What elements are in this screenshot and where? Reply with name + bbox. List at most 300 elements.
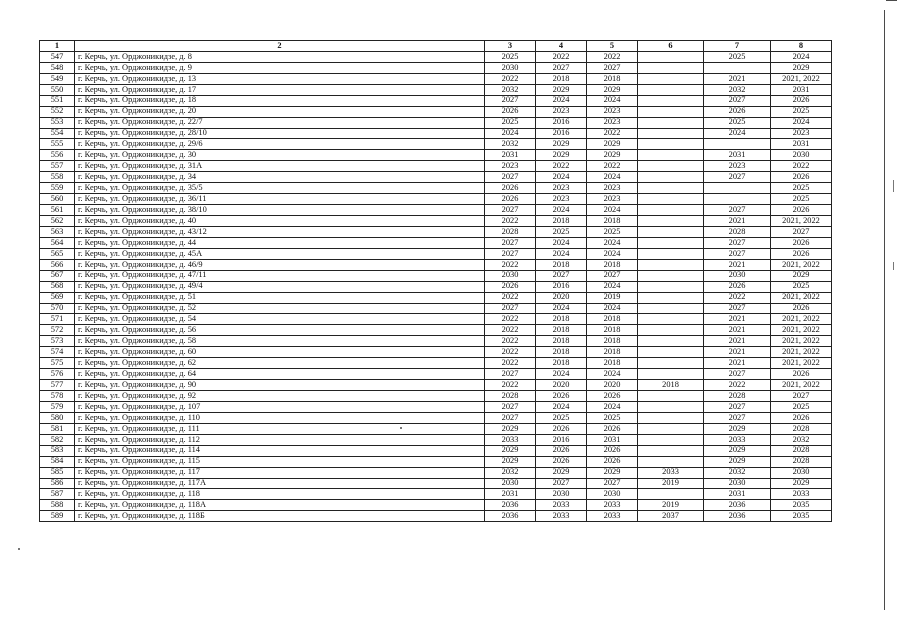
table-row	[40, 226, 832, 237]
year-cell: 2018	[587, 216, 638, 227]
year-cell	[638, 194, 704, 205]
years-cell: 2028	[771, 456, 832, 467]
year-cell: 2031	[704, 150, 771, 161]
address-cell: г. Керчь, ул. Орджоникидзе, д. 38/10	[75, 205, 485, 216]
year-cell: 2023	[485, 161, 536, 172]
year-cell: 2026	[485, 183, 536, 194]
row-number-cell: 576	[40, 369, 75, 380]
years-cell: 2035	[771, 500, 832, 511]
year-cell	[638, 358, 704, 369]
row-number-cell: 589	[40, 511, 75, 522]
page-edge-corner	[886, 0, 897, 1]
year-cell: 2018	[536, 259, 587, 270]
year-cell: 2024	[587, 369, 638, 380]
row-number-cell: 557	[40, 161, 75, 172]
registry-table	[39, 40, 832, 522]
year-cell: 2023	[536, 194, 587, 205]
years-cell: 2029	[771, 62, 832, 73]
year-cell: 2036	[704, 500, 771, 511]
address-cell: г. Керчь, ул. Орджоникидзе, д. 118А	[75, 500, 485, 511]
address-cell: г. Керчь, ул. Орджоникидзе, д. 36/11	[75, 194, 485, 205]
year-cell: 2029	[704, 445, 771, 456]
year-cell: 2037	[638, 511, 704, 522]
year-cell: 2022	[485, 292, 536, 303]
year-cell: 2021	[704, 216, 771, 227]
address-cell: г. Керчь, ул. Орджоникидзе, д. 35/5	[75, 183, 485, 194]
year-cell: 2024	[587, 205, 638, 216]
address-cell: г. Керчь, ул. Орджоникидзе, д. 40	[75, 216, 485, 227]
year-cell: 2036	[704, 511, 771, 522]
year-cell: 2027	[704, 401, 771, 412]
year-cell: 2029	[704, 423, 771, 434]
address-cell: г. Керчь, ул. Орджоникидзе, д. 18	[75, 95, 485, 106]
years-cell: 2021, 2022	[771, 216, 832, 227]
address-cell: г. Керчь, ул. Орджоникидзе, д. 92	[75, 391, 485, 402]
row-number-cell: 568	[40, 281, 75, 292]
year-cell: 2033	[704, 434, 771, 445]
year-cell: 2028	[704, 391, 771, 402]
address-cell: г. Керчь, ул. Орджоникидзе, д. 118	[75, 489, 485, 500]
years-cell: 2035	[771, 511, 832, 522]
year-cell: 2018	[536, 347, 587, 358]
table-row	[40, 478, 832, 489]
address-cell: г. Керчь, ул. Орджоникидзе, д. 58	[75, 336, 485, 347]
table-row	[40, 292, 832, 303]
address-cell: г. Керчь, ул. Орджоникидзе, д. 30	[75, 150, 485, 161]
year-cell: 2027	[485, 412, 536, 423]
year-cell: 2024	[587, 303, 638, 314]
year-cell: 2033	[485, 434, 536, 445]
table-row	[40, 347, 832, 358]
years-cell: 2027	[771, 391, 832, 402]
table-row	[40, 391, 832, 402]
year-cell: 2024	[587, 401, 638, 412]
years-cell: 2026	[771, 95, 832, 106]
year-cell: 2020	[536, 292, 587, 303]
years-cell: 2021, 2022	[771, 325, 832, 336]
year-cell: 2023	[587, 117, 638, 128]
address-cell: г. Керчь, ул. Орджоникидзе, д. 112	[75, 434, 485, 445]
year-cell: 2024	[536, 205, 587, 216]
year-cell: 2024	[536, 369, 587, 380]
year-cell: 2027	[485, 303, 536, 314]
scan-speck	[18, 548, 20, 550]
year-cell: 2022	[485, 325, 536, 336]
years-cell: 2021, 2022	[771, 73, 832, 84]
year-cell	[638, 172, 704, 183]
row-number-cell: 552	[40, 106, 75, 117]
year-cell: 2024	[536, 248, 587, 259]
address-cell: г. Керчь, ул. Орджоникидзе, д. 22/7	[75, 117, 485, 128]
years-cell: 2021, 2022	[771, 314, 832, 325]
row-number-cell: 579	[40, 401, 75, 412]
year-cell: 2029	[485, 423, 536, 434]
row-number-cell: 550	[40, 84, 75, 95]
year-cell: 2029	[587, 467, 638, 478]
row-number-cell: 583	[40, 445, 75, 456]
years-cell: 2028	[771, 423, 832, 434]
column-header: 2	[75, 41, 485, 52]
year-cell	[638, 391, 704, 402]
year-cell: 2022	[587, 161, 638, 172]
year-cell: 2018	[536, 358, 587, 369]
year-cell: 2021	[704, 358, 771, 369]
years-cell: 2031	[771, 139, 832, 150]
year-cell: 2023	[587, 183, 638, 194]
address-cell: г. Керчь, ул. Орджоникидзе, д. 90	[75, 380, 485, 391]
year-cell	[638, 423, 704, 434]
year-cell: 2022	[485, 314, 536, 325]
year-cell	[638, 183, 704, 194]
year-cell: 2030	[704, 270, 771, 281]
table-row	[40, 511, 832, 522]
year-cell: 2022	[485, 259, 536, 270]
year-cell	[638, 205, 704, 216]
year-cell: 2029	[485, 456, 536, 467]
table-row	[40, 139, 832, 150]
table-row	[40, 51, 832, 62]
year-cell: 2016	[536, 117, 587, 128]
year-cell: 2026	[587, 445, 638, 456]
address-cell: г. Керчь, ул. Орджоникидзе, д. 47/11	[75, 270, 485, 281]
years-cell: 2025	[771, 194, 832, 205]
year-cell: 2025	[536, 412, 587, 423]
year-cell	[638, 248, 704, 259]
year-cell: 2020	[536, 380, 587, 391]
year-cell: 2032	[485, 84, 536, 95]
year-cell: 2024	[536, 303, 587, 314]
year-cell: 2027	[704, 369, 771, 380]
year-cell	[638, 95, 704, 106]
year-cell: 2019	[638, 500, 704, 511]
year-cell: 2022	[587, 51, 638, 62]
years-cell: 2021, 2022	[771, 336, 832, 347]
column-header: 5	[587, 41, 638, 52]
year-cell: 2022	[704, 292, 771, 303]
address-cell: г. Керчь, ул. Орджоникидзе, д. 118Б	[75, 511, 485, 522]
years-cell: 2026	[771, 303, 832, 314]
table-row	[40, 95, 832, 106]
row-number-cell: 561	[40, 205, 75, 216]
year-cell: 2033	[638, 467, 704, 478]
table-row	[40, 500, 832, 511]
year-cell: 2026	[587, 391, 638, 402]
years-cell: 2022	[771, 161, 832, 172]
year-cell: 2033	[536, 511, 587, 522]
year-cell	[704, 62, 771, 73]
address-cell: г. Керчь, ул. Орджоникидзе, д. 20	[75, 106, 485, 117]
years-cell: 2026	[771, 369, 832, 380]
year-cell	[638, 281, 704, 292]
years-cell: 2028	[771, 445, 832, 456]
years-cell: 2025	[771, 106, 832, 117]
year-cell: 2025	[485, 51, 536, 62]
year-cell: 2026	[587, 456, 638, 467]
row-number-cell: 562	[40, 216, 75, 227]
year-cell	[638, 226, 704, 237]
address-cell: г. Керчь, ул. Орджоникидзе, д. 52	[75, 303, 485, 314]
year-cell	[638, 216, 704, 227]
year-cell: 2028	[485, 226, 536, 237]
table-row	[40, 325, 832, 336]
years-cell: 2026	[771, 237, 832, 248]
table-row	[40, 205, 832, 216]
year-cell: 2027	[704, 205, 771, 216]
year-cell: 2023	[704, 161, 771, 172]
years-cell: 2026	[771, 248, 832, 259]
year-cell: 2024	[536, 401, 587, 412]
year-cell: 2024	[587, 281, 638, 292]
table-row	[40, 434, 832, 445]
address-cell: г. Керчь, ул. Орджоникидзе, д. 49/4	[75, 281, 485, 292]
year-cell: 2027	[485, 172, 536, 183]
address-cell: г. Керчь, ул. Орджоникидзе, д. 114	[75, 445, 485, 456]
year-cell: 2025	[587, 226, 638, 237]
row-number-cell: 586	[40, 478, 75, 489]
year-cell: 2018	[536, 336, 587, 347]
year-cell	[638, 412, 704, 423]
year-cell: 2029	[536, 84, 587, 95]
years-cell: 2025	[771, 401, 832, 412]
table-row	[40, 216, 832, 227]
year-cell	[638, 161, 704, 172]
year-cell	[638, 73, 704, 84]
years-cell: 2026	[771, 205, 832, 216]
year-cell: 2021	[704, 259, 771, 270]
years-cell: 2026	[771, 412, 832, 423]
year-cell: 2022	[704, 380, 771, 391]
year-cell: 2026	[536, 391, 587, 402]
table-row	[40, 73, 832, 84]
table-row	[40, 336, 832, 347]
table-row	[40, 467, 832, 478]
year-cell: 2026	[704, 106, 771, 117]
row-number-cell: 560	[40, 194, 75, 205]
table-row	[40, 259, 832, 270]
year-cell: 2026	[536, 456, 587, 467]
row-number-cell: 584	[40, 456, 75, 467]
year-cell: 2032	[485, 139, 536, 150]
year-cell	[638, 401, 704, 412]
year-cell: 2018	[587, 347, 638, 358]
row-number-cell: 558	[40, 172, 75, 183]
year-cell: 2027	[587, 62, 638, 73]
year-cell: 2022	[485, 336, 536, 347]
year-cell: 2023	[587, 106, 638, 117]
address-cell: г. Керчь, ул. Орджоникидзе, д. 9	[75, 62, 485, 73]
year-cell: 2024	[536, 95, 587, 106]
address-cell: г. Керчь, ул. Орджоникидзе, д. 51	[75, 292, 485, 303]
table-row	[40, 358, 832, 369]
address-cell: г. Керчь, ул. Орджоникидзе, д. 13	[75, 73, 485, 84]
years-cell: 2030	[771, 150, 832, 161]
table-header-row	[40, 41, 832, 52]
year-cell: 2024	[485, 128, 536, 139]
year-cell	[638, 347, 704, 358]
address-cell: г. Керчь, ул. Орджоникидзе, д. 54	[75, 314, 485, 325]
year-cell: 2025	[704, 51, 771, 62]
years-cell: 2021, 2022	[771, 358, 832, 369]
row-number-cell: 564	[40, 237, 75, 248]
table-row	[40, 314, 832, 325]
year-cell	[638, 128, 704, 139]
row-number-cell: 551	[40, 95, 75, 106]
year-cell: 2022	[485, 216, 536, 227]
address-cell: г. Керчь, ул. Орджоникидзе, д. 44	[75, 237, 485, 248]
year-cell: 2026	[536, 445, 587, 456]
table-row	[40, 84, 832, 95]
address-cell: г. Керчь, ул. Орджоникидзе, д. 64	[75, 369, 485, 380]
year-cell: 2022	[536, 51, 587, 62]
years-cell: 2031	[771, 84, 832, 95]
scan-speck	[893, 262, 894, 270]
year-cell: 2018	[536, 325, 587, 336]
column-header: 8	[771, 41, 832, 52]
address-cell: г. Керчь, ул. Орджоникидзе, д. 60	[75, 347, 485, 358]
address-cell: г. Керчь, ул. Орджоникидзе, д. 34	[75, 172, 485, 183]
year-cell	[638, 489, 704, 500]
address-cell: г. Керчь, ул. Орджоникидзе, д. 117А	[75, 478, 485, 489]
address-cell: г. Керчь, ул. Орджоникидзе, д. 31А	[75, 161, 485, 172]
row-number-cell: 585	[40, 467, 75, 478]
year-cell: 2032	[704, 84, 771, 95]
table-row	[40, 183, 832, 194]
year-cell: 2027	[704, 237, 771, 248]
address-cell: г. Керчь, ул. Орджоникидзе, д. 62	[75, 358, 485, 369]
row-number-cell: 548	[40, 62, 75, 73]
year-cell: 2023	[536, 106, 587, 117]
year-cell	[638, 292, 704, 303]
year-cell: 2031	[485, 150, 536, 161]
year-cell: 2029	[587, 84, 638, 95]
year-cell	[638, 150, 704, 161]
table-row	[40, 456, 832, 467]
row-number-cell: 581	[40, 423, 75, 434]
table-row	[40, 161, 832, 172]
year-cell: 2022	[587, 128, 638, 139]
year-cell: 2019	[587, 292, 638, 303]
year-cell: 2016	[536, 281, 587, 292]
year-cell: 2036	[485, 500, 536, 511]
year-cell: 2020	[587, 380, 638, 391]
year-cell: 2029	[587, 150, 638, 161]
year-cell: 2030	[704, 478, 771, 489]
year-cell: 2026	[704, 281, 771, 292]
year-cell: 2018	[587, 336, 638, 347]
year-cell: 2026	[485, 281, 536, 292]
table-row	[40, 248, 832, 259]
year-cell: 2018	[587, 259, 638, 270]
years-cell: 2025	[771, 183, 832, 194]
year-cell: 2028	[704, 226, 771, 237]
row-number-cell: 570	[40, 303, 75, 314]
year-cell: 2033	[587, 500, 638, 511]
row-number-cell: 573	[40, 336, 75, 347]
address-cell: г. Керчь, ул. Орджоникидзе, д. 29/6	[75, 139, 485, 150]
years-cell: 2023	[771, 128, 832, 139]
year-cell: 2018	[536, 314, 587, 325]
year-cell: 2024	[536, 172, 587, 183]
years-cell: 2021, 2022	[771, 347, 832, 358]
year-cell: 2023	[536, 183, 587, 194]
year-cell: 2018	[587, 73, 638, 84]
year-cell: 2019	[638, 478, 704, 489]
year-cell: 2029	[587, 139, 638, 150]
year-cell: 2031	[704, 489, 771, 500]
year-cell: 2018	[536, 216, 587, 227]
table-row	[40, 150, 832, 161]
year-cell: 2026	[536, 423, 587, 434]
year-cell: 2027	[704, 95, 771, 106]
year-cell: 2027	[485, 205, 536, 216]
years-cell: 2033	[771, 489, 832, 500]
address-cell: г. Керчь, ул. Орджоникидзе, д. 107	[75, 401, 485, 412]
year-cell: 2030	[485, 478, 536, 489]
address-cell: г. Керчь, ул. Орджоникидзе, д. 17	[75, 84, 485, 95]
year-cell: 2021	[704, 314, 771, 325]
address-cell: г. Керчь, ул. Орджоникидзе, д. 110	[75, 412, 485, 423]
row-number-cell: 553	[40, 117, 75, 128]
year-cell: 2016	[536, 434, 587, 445]
page-edge-line	[884, 10, 885, 610]
year-cell: 2033	[536, 500, 587, 511]
year-cell: 2027	[485, 369, 536, 380]
row-number-cell: 555	[40, 139, 75, 150]
years-cell: 2025	[771, 281, 832, 292]
years-cell: 2029	[771, 270, 832, 281]
year-cell: 2023	[587, 194, 638, 205]
address-cell: г. Керчь, ул. Орджоникидзе, д. 115	[75, 456, 485, 467]
year-cell: 2028	[485, 391, 536, 402]
year-cell: 2027	[485, 237, 536, 248]
year-cell: 2018	[536, 73, 587, 84]
year-cell: 2022	[485, 380, 536, 391]
years-cell: 2032	[771, 434, 832, 445]
address-cell: г. Керчь, ул. Орджоникидзе, д. 8	[75, 51, 485, 62]
years-cell: 2021, 2022	[771, 380, 832, 391]
year-cell: 2024	[587, 95, 638, 106]
row-number-cell: 578	[40, 391, 75, 402]
year-cell: 2024	[536, 237, 587, 248]
column-header: 7	[704, 41, 771, 52]
year-cell: 2029	[536, 467, 587, 478]
year-cell: 2024	[587, 237, 638, 248]
year-cell: 2025	[485, 117, 536, 128]
year-cell	[704, 183, 771, 194]
year-cell: 2031	[485, 489, 536, 500]
row-number-cell: 587	[40, 489, 75, 500]
table-row	[40, 445, 832, 456]
year-cell: 2025	[536, 226, 587, 237]
year-cell: 2027	[536, 478, 587, 489]
column-header: 3	[485, 41, 536, 52]
year-cell: 2030	[485, 62, 536, 73]
year-cell	[638, 434, 704, 445]
row-number-cell: 574	[40, 347, 75, 358]
table-row	[40, 380, 832, 391]
year-cell: 2021	[704, 347, 771, 358]
year-cell: 2021	[704, 73, 771, 84]
year-cell: 2027	[485, 401, 536, 412]
year-cell: 2036	[485, 511, 536, 522]
address-cell: г. Керчь, ул. Орджоникидзе, д. 46/9	[75, 259, 485, 270]
table-row	[40, 172, 832, 183]
year-cell: 2027	[536, 62, 587, 73]
table-row	[40, 303, 832, 314]
year-cell: 2021	[704, 336, 771, 347]
table-row	[40, 270, 832, 281]
table-row	[40, 117, 832, 128]
